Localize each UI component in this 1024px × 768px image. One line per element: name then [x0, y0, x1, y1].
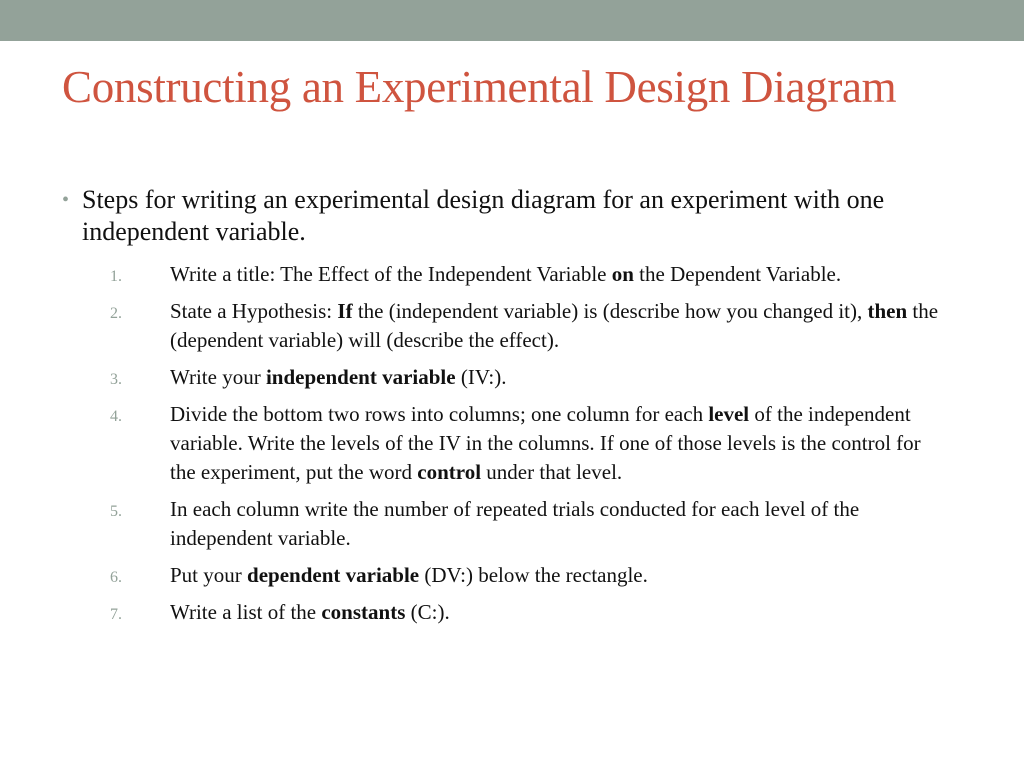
step-item: [110, 561, 950, 590]
step-number: 2.: [110, 305, 122, 322]
step-text: under that level.: [481, 460, 623, 484]
step-text-bold: control: [417, 460, 482, 484]
step-text: (IV:).: [455, 365, 507, 389]
step-number: 7.: [110, 606, 122, 623]
step-item: [110, 598, 950, 627]
bullet-icon: •: [62, 189, 70, 211]
step-text: Put your: [170, 563, 248, 587]
step-number: 6.: [110, 569, 122, 586]
step-text: the Dependent Variable.: [633, 262, 842, 286]
step-text: In each column write the number of repeated trials conducted for each level of the independent variable.: [170, 497, 860, 550]
step-number: 4.: [110, 408, 122, 425]
step-text: the (dependent variable) will (describe the effect).: [170, 299, 939, 352]
step-item: [110, 400, 950, 487]
step-text-bold: constants: [321, 600, 406, 624]
main-bullet: [62, 184, 962, 248]
step-text: of the independent variable. Write the levels of the IV in the columns. If one of those levels is the control for the experiment, put the word: [170, 402, 921, 484]
step-text: (C:).: [405, 600, 450, 624]
step-text-bold: on: [611, 262, 634, 286]
step-text: State a Hypothesis:: [170, 299, 338, 323]
main-bullet-text: Steps for writing an experimental design diagram for an experiment with one independent variable.: [82, 185, 885, 246]
step-text: Write your: [170, 365, 266, 389]
step-text: Write a list of the: [170, 600, 322, 624]
slide-title: Constructing an Experimental Design Diagram: [62, 62, 897, 112]
step-item: [110, 260, 950, 289]
step-number: 3.: [110, 371, 122, 388]
step-text: Write a title: The Effect of the Independent Variable: [170, 262, 612, 286]
step-text-bold: level: [708, 402, 750, 426]
step-text-bold: dependent variable: [247, 563, 420, 587]
step-text-bold: If: [337, 299, 353, 323]
step-text-bold: then: [867, 299, 908, 323]
step-item: [110, 297, 950, 355]
step-text: the (independent variable) is (describe how you changed it),: [352, 299, 868, 323]
slide-content: [62, 184, 962, 635]
steps-list: [62, 260, 962, 627]
step-item: [110, 363, 950, 392]
step-text: Divide the bottom two rows into columns; one column for each: [170, 402, 709, 426]
step-text-bold: independent variable: [265, 365, 456, 389]
step-text: (DV:) below the rectangle.: [419, 563, 648, 587]
step-number: 1.: [110, 268, 122, 285]
step-number: 5.: [110, 503, 122, 520]
step-item: [110, 495, 950, 553]
top-accent-bar: [0, 0, 1024, 41]
